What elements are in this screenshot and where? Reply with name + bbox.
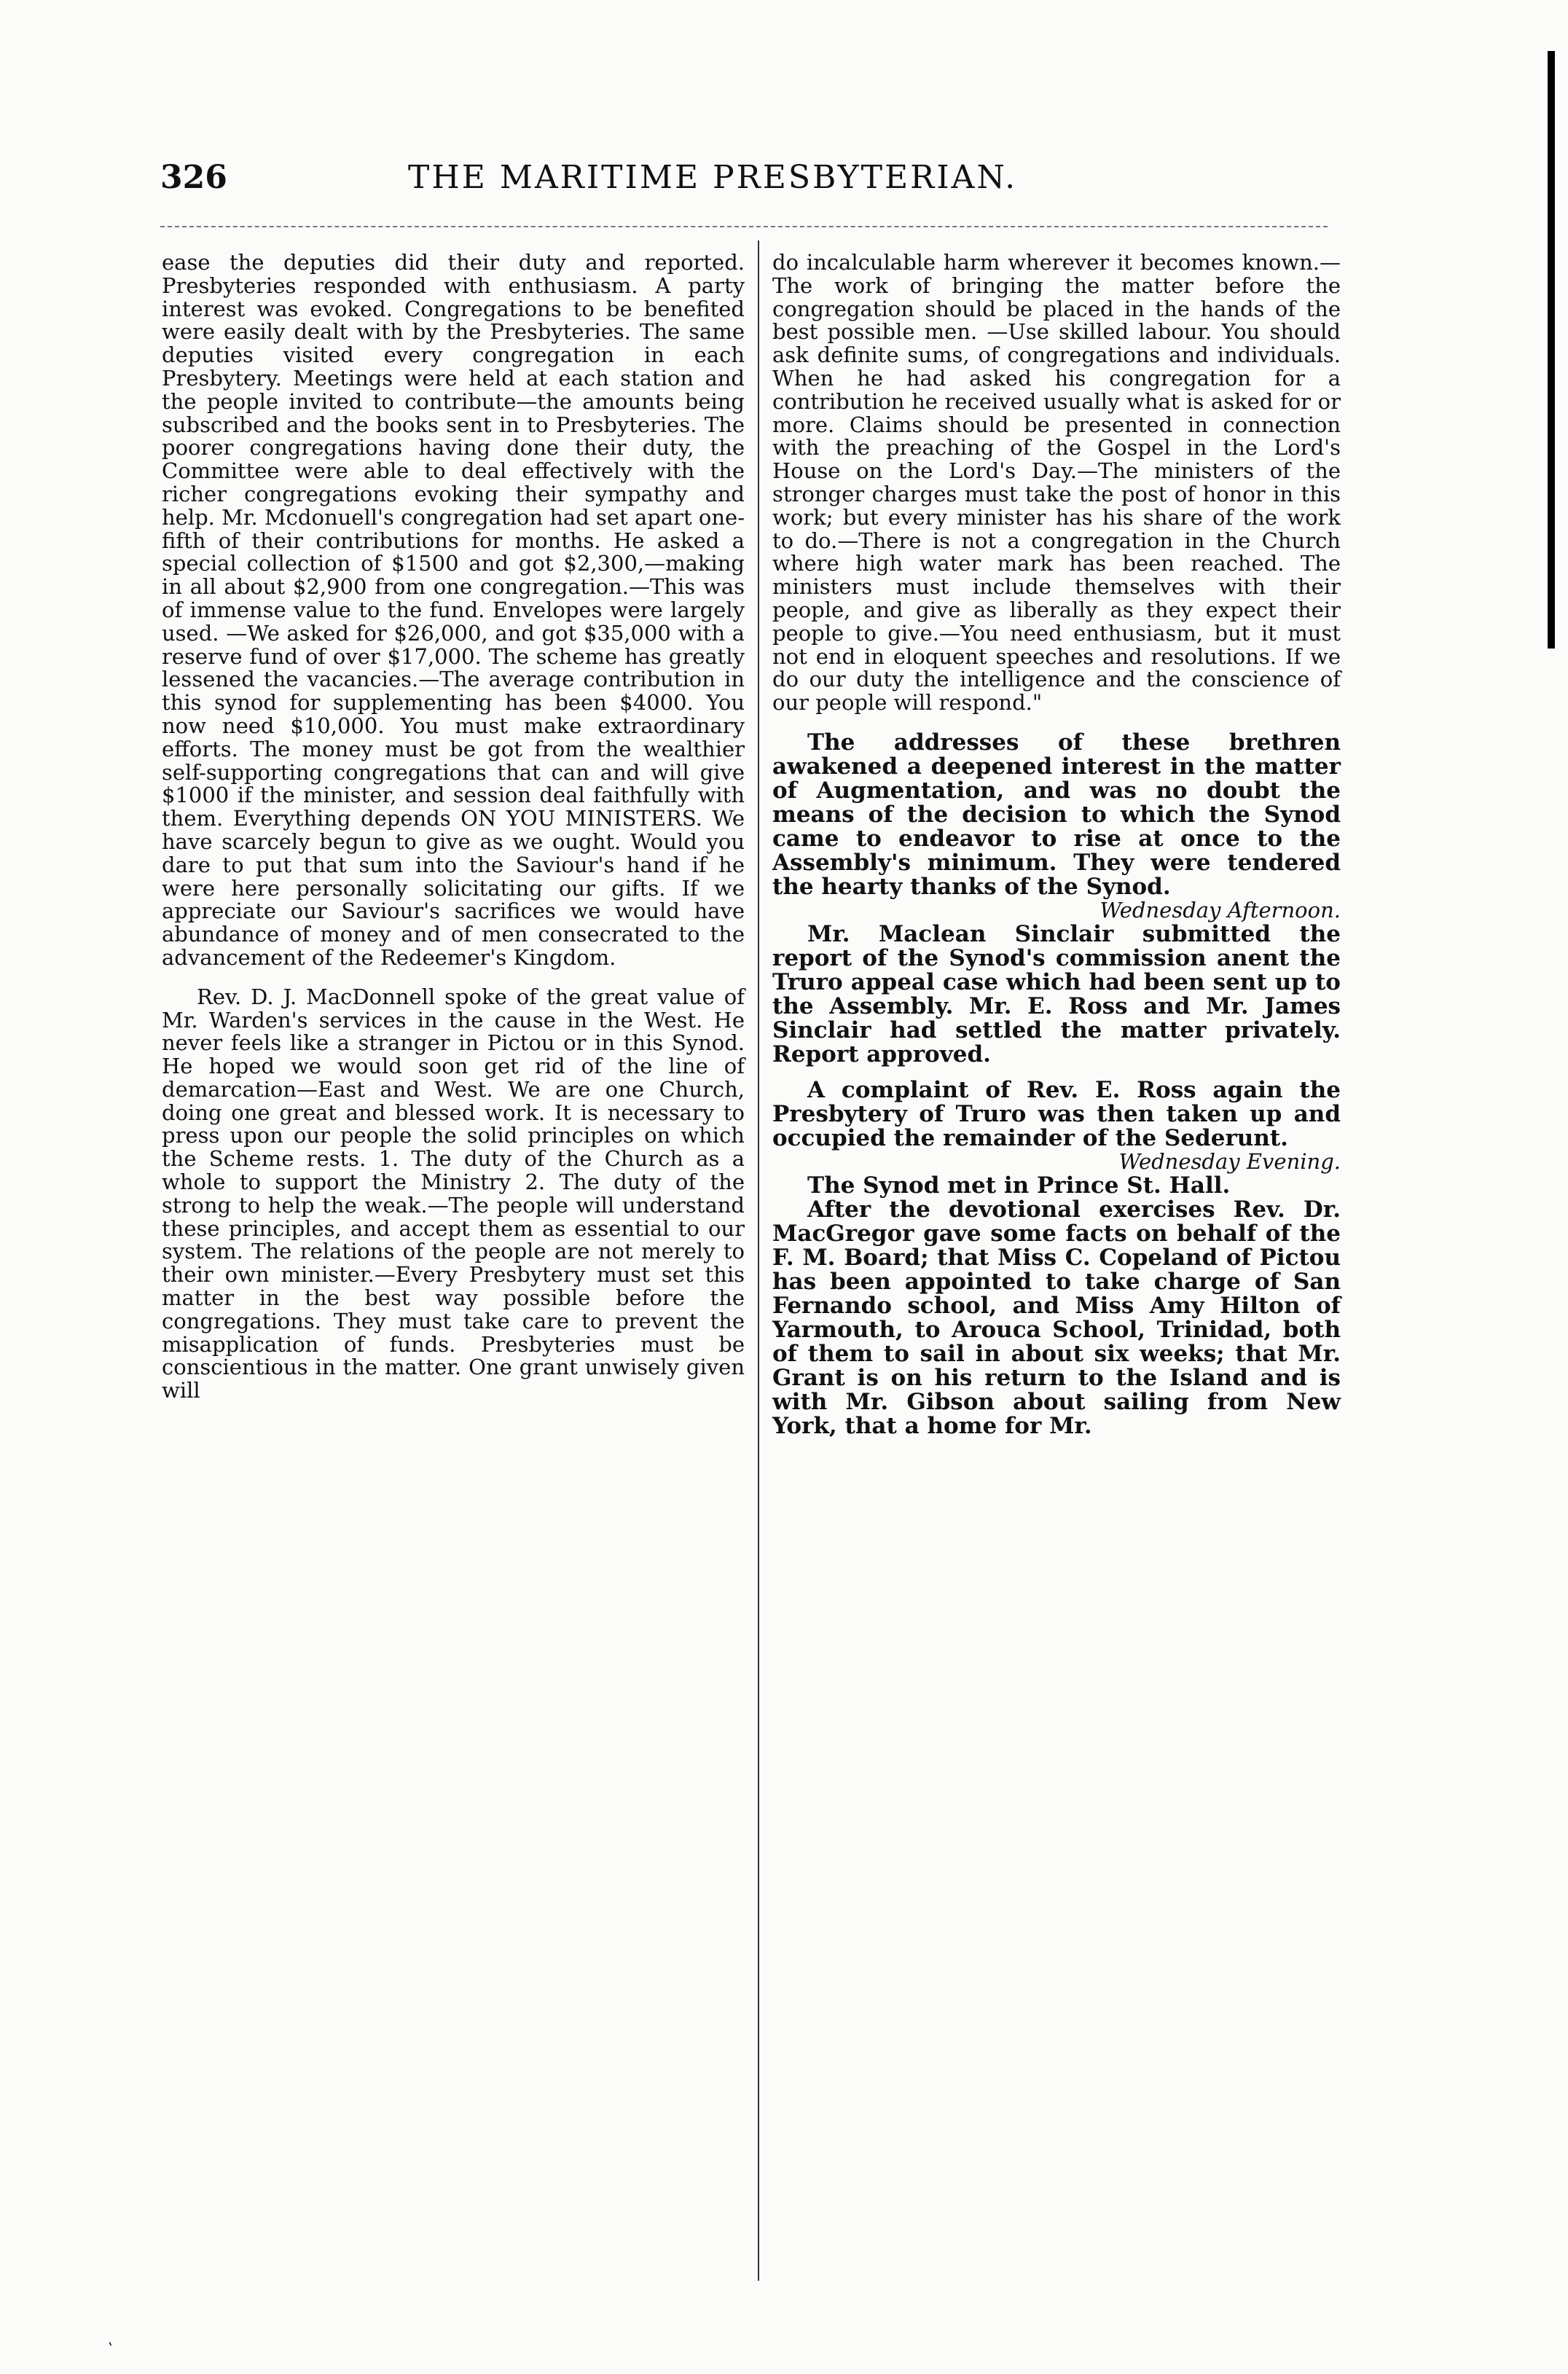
- right-paragraph-3: Mr. Maclean Sinclair submitted the report of the Synod's commission anent the Truro appeal case which had been sent up to the Assembly. Mr. E. Ross and Mr. James Sinclair had settled the matter privately. Report approved.: [772, 920, 1341, 1067]
- right-paragraph-6: After the devotional exercises Rev. Dr. MacGregor gave some facts on behalf of the F. M. Board; that Miss C. Copeland of Pictou has been appointed to take charge of San Fernando school, and Miss Amy Hilton of Yarmouth, to Arouca School, Trinidad, both of them to sail in about six weeks; that Mr. Grant is on his return to the Island and is with Mr. Gibson about sailing from New York, that a home for Mr.: [772, 1196, 1341, 1439]
- scan-edge-shadow: [1548, 51, 1555, 649]
- stray-mark: ʽ: [108, 2339, 113, 2357]
- right-paragraph-5: The Synod met in Prince St. Hall.: [807, 1172, 1231, 1199]
- left-paragraph-2: Rev. D. J. MacDonnell spoke of the great value of Mr. Warden's services in the cause in the West. He never feels like a stranger in Pictou or in this Synod. He hoped we would soon get rid of the line of demarcation—East and West. We are one Church, doing one great and blessed work. It is necessary to press upon our people the solid principles on which the Scheme rests. 1. The duty of the Church as a whole to support the Ministry 2. The duty of the strong to help the weak.—The people will understand these principles, and accept them as essential to our system. The relations of the people are not merely to their own minister.—Every Presbytery must set this matter in the best way possible before the congregations. They must take care to prevent the misapplication of funds. Presbyteries must be conscientious in the matter. One grant unwisely given will: [162, 984, 745, 1403]
- section-heading-evening: Wednesday Evening.: [1118, 1148, 1341, 1174]
- right-paragraph-4: A complaint of Rev. E. Ross again the Presbytery of Truro was then taken up and occupied the remainder of the Sederunt.: [772, 1076, 1341, 1151]
- column-divider: [758, 240, 759, 2281]
- left-paragraph-1: ease the deputies did their duty and reported. Presbyteries responded with enthusiasm. A party interest was evoked. Congregations to be benefited were easily dealt with by the Presbyteries. The same deputies visited every congregation in each Presbytery. Meetings were held at each station and the people invited to contribute—the amounts being subscribed and the books sent in to Presbyteries. The poorer congregations having done their duty, the Committee were able to deal effectively with the richer congregations evoking their sympathy and help. Mr. Mcdonuell's congregation had set apart one-fifth of their contributions for months. He asked a special collection of $1500 and got $2,300,—making in all about $2,900 from one congregation.—This was of immense value to the fund. Envelopes were largely used. —We asked for $26,000, and got $35,000 with a reserve fund of over $17,000. The scheme has greatly lessened the vacancies.—The average contribution in this synod for supplementing has been $4000. You now need $10,000. You must make extraordinary efforts. The money must be got from the wealthier self-supporting congregations that can and will give $1000 if the minister, and session deal faithfully with them. Everything depends ON YOU MINISTERS. We have scarcely begun to give as we ought. Would you dare to put that sum into the Saviour's hand if he were here personally solicitating our gifts. If we appreciate our Saviour's sacrifices we would have abundance of money and of men consecrated to the advancement of the Redeemer's Kingdom.: [162, 250, 745, 970]
- right-paragraph-1: do incalculable harm wherever it becomes known.—The work of bringing the matter before the congregation should be placed in the hands of the best possible men. —Use skilled labour. You should ask definite sums, of congregations and individuals. When he had asked his congregation for a contribution he received usually what is asked for or more. Claims should be presented in connection with the preaching of the Gospel in the Lord's House on the Lord's Day.—The ministers of the stronger charges must take the post of honor in this work; but every minister has his share of the work to do.—There is not a congregation in the Church where high water mark has been reached. The ministers must include themselves with their people, and give as liberally as they expect their people to give.—You need enthusiasm, but it must not end in eloquent speeches and resolutions. If we do our duty the intelligence and the conscience of our people will respond.": [772, 250, 1341, 716]
- right-column: [772, 251, 1341, 1438]
- header-rule: [160, 226, 1328, 227]
- page-header: [0, 159, 1568, 210]
- right-paragraph-2: The addresses of these brethren awakened a deepened interest in the matter of Augmentation, and was no doubt the means of the decision to which the Synod came to endeavor to rise at once to the Assembly's minimum. They were tendered the hearty thanks of the Synod.: [772, 729, 1341, 900]
- section-heading-afternoon: Wednesday Afternoon.: [1099, 897, 1341, 922]
- page-number: 326: [160, 159, 227, 196]
- running-title: THE MARITIME PRESBYTERIAN.: [408, 159, 1018, 196]
- left-column: [162, 251, 745, 1403]
